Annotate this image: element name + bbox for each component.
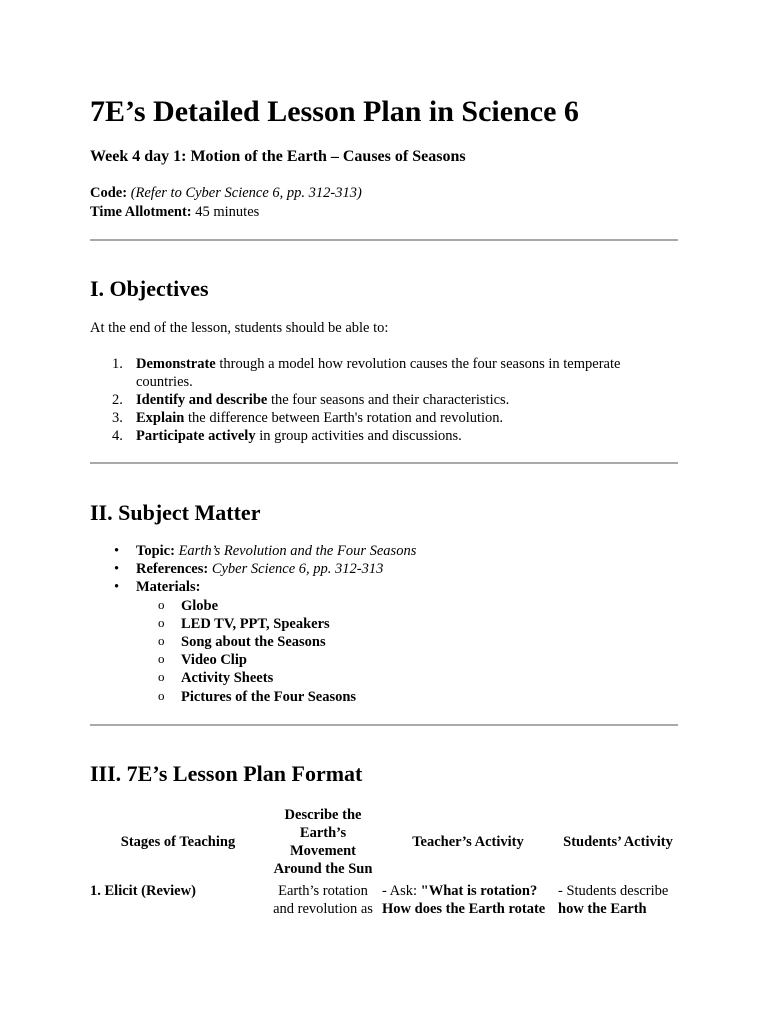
item-bold: Demonstrate [136,356,216,372]
item-number: 3. [112,410,123,426]
column-header-describe: Describe the Earth’s Movement Around the Sun [273,807,373,877]
code-value: (Refer to Cyber Science 6, pp. 312-313) [130,185,362,201]
circle-bullet-icon: o [158,651,165,667]
circle-bullet-icon: o [158,669,165,685]
subject-matter-list [90,542,678,706]
bullet-icon: • [114,579,120,596]
material-label: Video Clip [181,652,247,669]
item-number: 1. [112,356,123,372]
student-cell [556,882,680,918]
teacher-bold-text: "What is rotation? How does the Earth rotate [382,883,546,917]
divider [90,462,678,464]
stage-cell: 1. Elicit (Review) [90,883,196,899]
material-item [90,688,678,706]
list-item [90,409,678,427]
item-bold: Identify and describe [136,392,268,408]
circle-bullet-icon: o [158,596,165,612]
objectives-list [90,355,678,445]
page-title: 7E’s Detailed Lesson Plan in Science 6 [90,95,579,128]
material-label: Song about the Seasons [181,634,326,651]
lesson-plan-table [90,806,680,918]
page-subtitle: Week 4 day 1: Motion of the Earth – Causes of Seasons [90,148,466,165]
circle-bullet-icon: o [158,633,165,649]
circle-bullet-icon: o [158,614,165,630]
time-allotment-line [90,203,259,221]
table-header-row [90,806,680,882]
objectives-intro: At the end of the lesson, students should be able to: [90,320,389,336]
material-item [90,669,678,687]
table-row [90,882,680,918]
material-label: LED TV, PPT, Speakers [181,615,330,632]
student-bold-text: how the Earth [558,901,647,917]
material-item [90,633,678,651]
references-label: References: [136,561,209,578]
references-value: Cyber Science 6, pp. 312-313 [211,561,384,578]
objectives-heading: I. Objectives [90,276,209,301]
item-number: 2. [112,392,123,408]
material-label: Activity Sheets [181,670,274,687]
material-item [90,615,678,633]
item-text: the difference between Earth's rotation and revolution. [184,410,504,426]
material-label: Pictures of the Four Seasons [181,688,357,705]
describe-cell: Earth’s rotation and revolution as [273,883,373,917]
bullet-icon: • [114,543,120,559]
student-prefix: - Students describe [558,883,669,899]
material-label: Globe [181,597,219,614]
item-bold: Participate actively [136,428,256,444]
materials-label: Materials: [136,579,201,596]
material-item [90,651,678,669]
topic-value: Earth’s Revolution and the Four Seasons [178,543,417,559]
teacher-cell [380,882,556,918]
teacher-prefix: - Ask: [382,883,421,899]
material-item [90,597,678,615]
list-item [90,391,678,409]
divider [90,239,678,241]
item-text: the four seasons and their characteristics. [267,392,510,408]
code-label: Code: [90,185,128,201]
topic-label: Topic: [136,543,175,559]
bullet-icon: • [114,561,120,578]
list-item-materials [90,578,678,596]
list-item [90,427,678,445]
list-item-references [90,560,678,578]
column-header-teacher: Teacher’s Activity [412,834,524,850]
list-item [90,355,678,391]
item-text: in group activities and discussions. [255,428,462,444]
code-line [90,184,362,202]
subject-matter-heading: II. Subject Matter [90,500,261,525]
time-label: Time Allotment: [90,204,192,220]
circle-bullet-icon: o [158,687,165,703]
time-value: 45 minutes [195,204,260,220]
column-header-students: Students’ Activity [563,834,673,850]
divider [90,724,678,726]
format-heading: III. 7E’s Lesson Plan Format [90,761,363,786]
item-bold: Explain [136,410,185,426]
item-number: 4. [112,428,123,444]
column-header-stages: Stages of Teaching [120,834,236,850]
item-text: through a model how revolution causes the four seasons in temperate countries. [136,356,621,390]
list-item-topic [90,542,678,560]
